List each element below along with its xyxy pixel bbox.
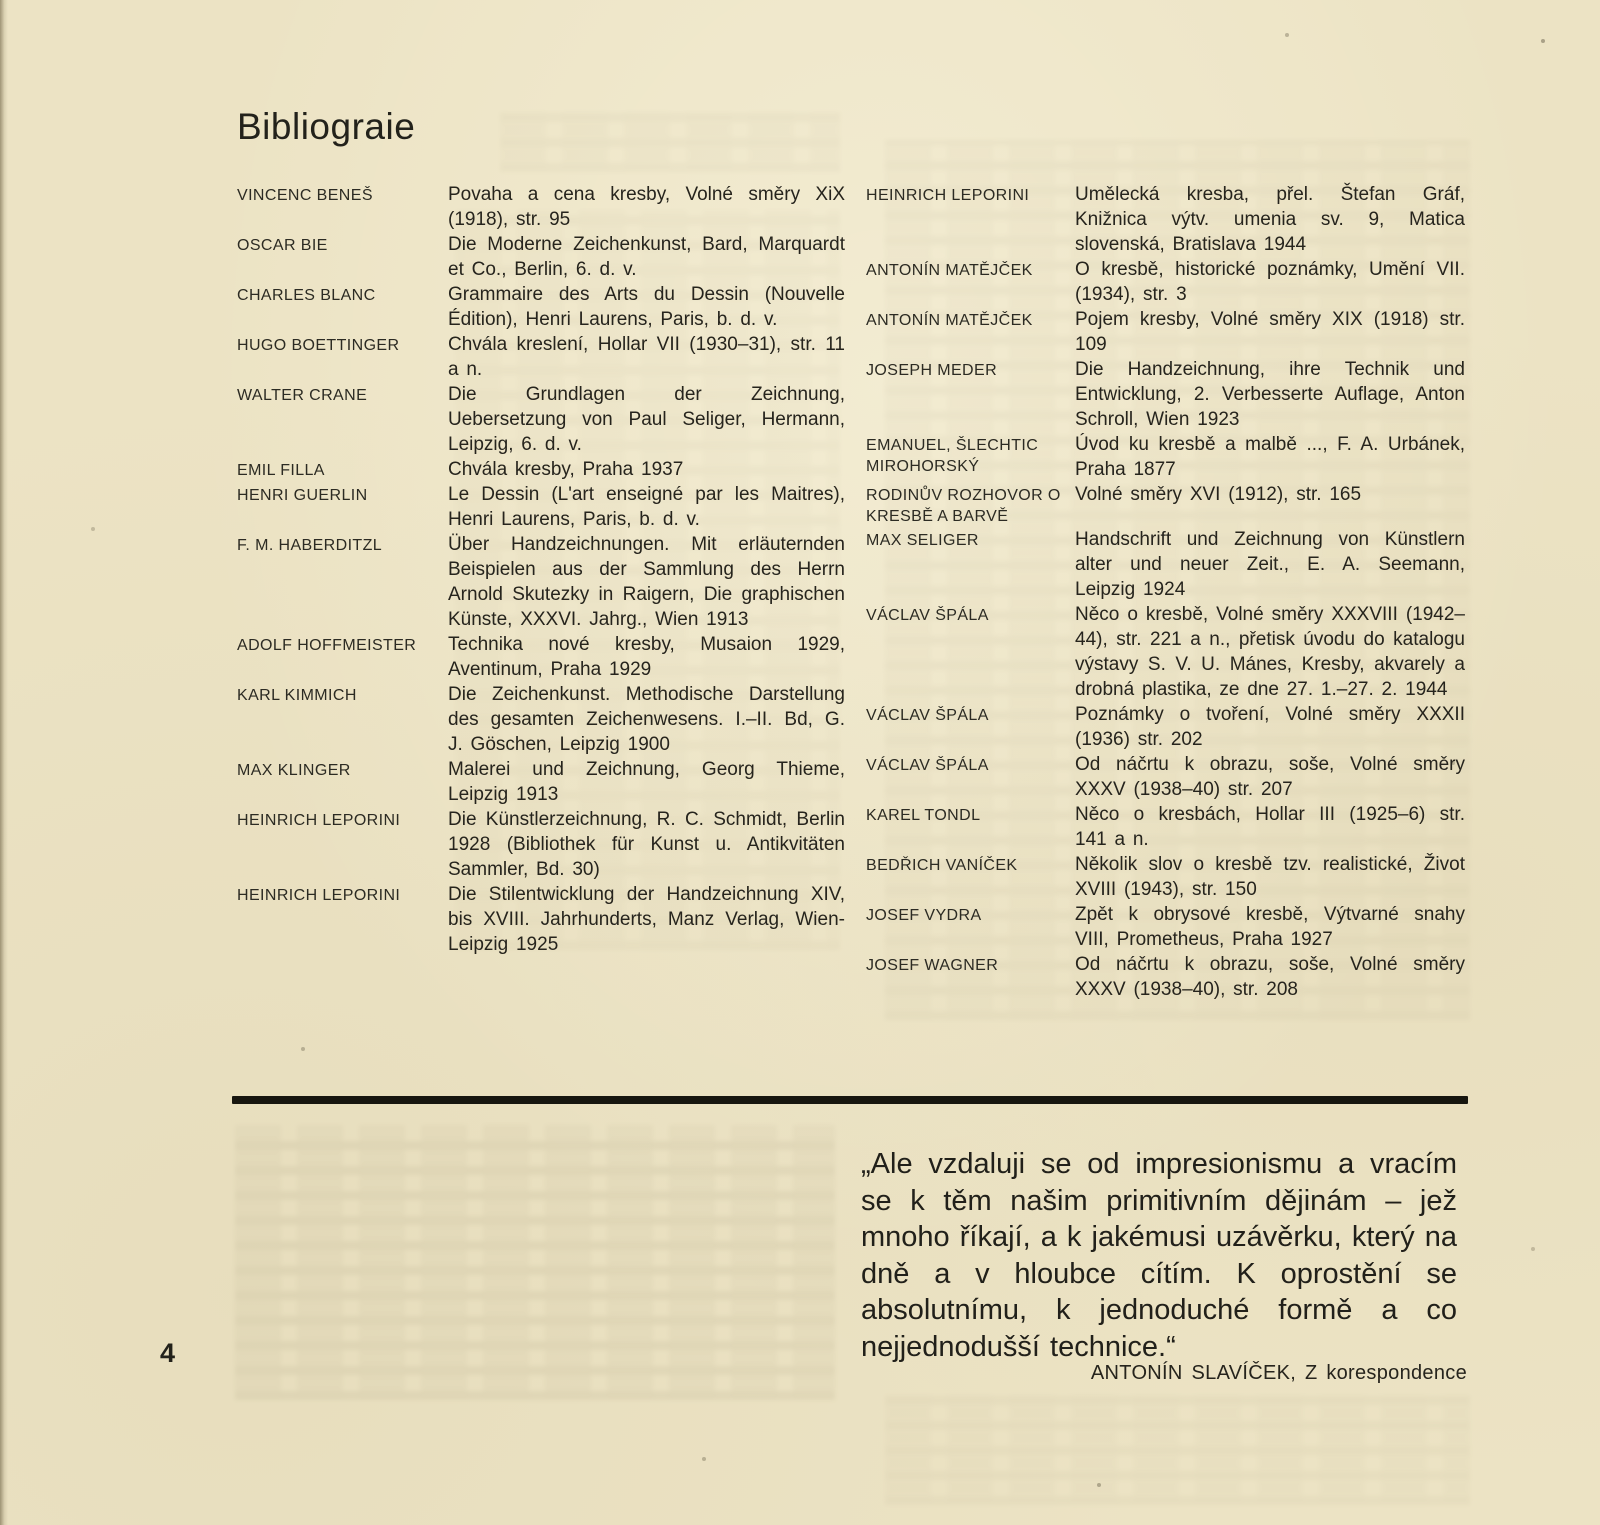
bibliography-author: HEINRICH LEPORINI bbox=[237, 887, 401, 904]
bibliography-author: ANTONÍN MATĚJČEK bbox=[866, 262, 1033, 279]
bibliography-reference: Die Moderne Zeichenkunst, Bard, Marquardt et Co., Berlin, 6. d. v. bbox=[448, 234, 845, 280]
print-bleedthrough-texture bbox=[235, 1125, 835, 1400]
bibliography-entry bbox=[237, 482, 845, 532]
bibliography-author: ADOLF HOFFMEISTER bbox=[237, 637, 417, 654]
bibliography-author: HUGO BOETTINGER bbox=[237, 337, 400, 354]
bibliography-author: HEINRICH LEPORINI bbox=[866, 187, 1030, 204]
bibliography-entry bbox=[237, 807, 845, 882]
bibliography-reference: Die Zeichenkunst. Methodische Darstellung des gesamten Zeichenwesens. I.–II. Bd, G. J. Göschen, Leipzig 1900 bbox=[448, 684, 845, 755]
bibliography-author: KAREL TONDL bbox=[866, 807, 981, 824]
bibliography-entry bbox=[866, 307, 1465, 357]
bibliography-reference: Handschrift und Zeichnung von Künstlern alter und neuer Zeit., E. A. Seemann, Leipzig 1924 bbox=[1075, 529, 1465, 600]
bibliography-reference: Povaha a cena kresby, Volné směry XiX (1918), str. 95 bbox=[448, 184, 845, 230]
bibliography-reference: Od náčrtu k obrazu, soše, Volné směry XXXV (1938–40), str. 208 bbox=[1075, 954, 1465, 1000]
horizontal-rule bbox=[232, 1096, 1468, 1104]
bibliography-entry bbox=[866, 527, 1465, 602]
bibliography-reference: Die Künstlerzeichnung, R. C. Schmidt, Berlin 1928 (Bibliothek für Kunst u. Antikvitäten Sammler, Bd. 30) bbox=[448, 809, 845, 880]
bibliography-reference: Die Handzeichnung, ihre Technik und Entwicklung, 2. Verbesserte Auflage, Anton Schroll, Wien 1923 bbox=[1075, 359, 1465, 430]
bibliography-reference: Technika nové kresby, Musaion 1929, Aventinum, Praha 1929 bbox=[448, 634, 845, 680]
bibliography-author: VINCENC BENEŠ bbox=[237, 187, 373, 204]
bibliography-right-column bbox=[866, 182, 1465, 1002]
quote-attribution: ANTONÍN SLAVÍČEK, Z korespondence bbox=[1090, 1362, 1467, 1384]
bibliography-entry bbox=[237, 382, 845, 457]
bibliography-author: JOSEF WAGNER bbox=[866, 957, 999, 974]
bibliography-entry bbox=[866, 802, 1465, 852]
bibliography-author: OSCAR BIE bbox=[237, 237, 328, 254]
bibliography-entry bbox=[866, 852, 1465, 902]
bibliography-entry bbox=[237, 632, 845, 682]
bibliography-reference: Volné směry XVI (1912), str. 165 bbox=[1075, 484, 1362, 505]
bibliography-entry bbox=[866, 257, 1465, 307]
bibliography-entry bbox=[866, 602, 1465, 702]
bibliography-author: BEDŘICH VANÍČEK bbox=[866, 857, 1018, 874]
bibliography-reference: Pojem kresby, Volné směry XIX (1918) str. 109 bbox=[1075, 309, 1465, 355]
bibliography-author: WALTER CRANE bbox=[237, 387, 368, 404]
bibliography-reference: Poznámky o tvoření, Volné směry XXXII (1936) str. 202 bbox=[1075, 704, 1465, 750]
bibliography-entry bbox=[237, 457, 845, 482]
bibliography-author: ANTONÍN MATĚJČEK bbox=[866, 312, 1033, 329]
bibliography-entry bbox=[237, 332, 845, 382]
bibliography-entry bbox=[866, 182, 1465, 257]
bibliography-author: HEINRICH LEPORINI bbox=[237, 812, 401, 829]
bibliography-entry bbox=[237, 682, 845, 757]
scan-edge-shadow bbox=[0, 0, 8, 1525]
bibliography-reference: O kresbě, historické poznámky, Umění VII. (1934), str. 3 bbox=[1075, 259, 1465, 305]
bibliography-reference: Úvod ku kresbě a malbě ..., F. A. Urbánek, Praha 1877 bbox=[1075, 434, 1465, 480]
bibliography-reference: Chvála kreslení, Hollar VII (1930–31), str. 11 a n. bbox=[448, 334, 845, 380]
bibliography-entry bbox=[237, 282, 845, 332]
bibliography-author: CHARLES BLANC bbox=[237, 287, 376, 304]
bibliography-entry bbox=[237, 232, 845, 282]
bibliography-author: EMIL FILLA bbox=[237, 462, 325, 479]
bibliography-reference: Několik slov o kresbě tzv. realistické, Život XVIII (1943), str. 150 bbox=[1075, 854, 1465, 900]
bibliography-entry bbox=[237, 532, 845, 632]
bibliography-author: KARL KIMMICH bbox=[237, 687, 357, 704]
bibliography-left-column bbox=[237, 182, 845, 957]
bibliography-entry bbox=[237, 882, 845, 957]
bibliography-entry bbox=[866, 432, 1465, 482]
bibliography-author: HENRI GUERLIN bbox=[237, 487, 368, 504]
bibliography-reference: Od náčrtu k obrazu, soše, Volné směry XXXV (1938–40) str. 207 bbox=[1075, 754, 1465, 800]
quote-text: „Ale vzdaluji se od impresionismu a vracím se k těm našim primitivním dějinám – jež mnoho říkají, a k jakémusi uzávěrku, který na dně a v hloubce cítím. K oprostění se absolutnímu, k jednoduché formě a co nejjednodušší technice.“ bbox=[861, 1148, 1457, 1363]
print-bleedthrough-texture bbox=[885, 1395, 1470, 1505]
bibliography-author: VÁCLAV ŠPÁLA bbox=[866, 607, 989, 624]
bibliography-author: MAX SELIGER bbox=[866, 532, 979, 549]
bibliography-reference: Grammaire des Arts du Dessin (Nouvelle Édition), Henri Laurens, Paris, b. d. v. bbox=[448, 284, 845, 330]
bibliography-reference: Něco o kresbě, Volné směry XXXVIII (1942–44), str. 221 a n., přetisk úvodu do katalogu výstavy S. V. U. Mánes, Kresby, akvarely a drobná plastika, ze dne 27. 1.–27. 2. 1944 bbox=[1075, 604, 1465, 700]
bibliography-reference: Zpět k obrysové kresbě, Výtvarné snahy VIII, Prometheus, Praha 1927 bbox=[1075, 904, 1465, 950]
page-title: Bibliograie bbox=[237, 106, 416, 147]
bibliography-reference: Umělecká kresba, přel. Štefan Gráf, Knižnica výtv. umenia sv. 9, Matica slovenská, Bratislava 1944 bbox=[1075, 184, 1465, 255]
bibliography-entry bbox=[237, 757, 845, 807]
bibliography-author: JOSEF VYDRA bbox=[866, 907, 982, 924]
print-bleedthrough-texture bbox=[500, 112, 840, 172]
bibliography-entry bbox=[866, 482, 1465, 527]
bibliography-reference: Malerei und Zeichnung, Georg Thieme, Leipzig 1913 bbox=[448, 759, 845, 805]
bibliography-reference: Něco o kresbách, Hollar III (1925–6) str. 141 a n. bbox=[1075, 804, 1465, 850]
bibliography-entry bbox=[866, 952, 1465, 1002]
page-number: 4 bbox=[160, 1338, 176, 1368]
bibliography-reference: Die Grundlagen der Zeichnung, Uebersetzung von Paul Seliger, Hermann, Leipzig, 6. d. v. bbox=[448, 384, 845, 455]
bibliography-author: VÁCLAV ŠPÁLA bbox=[866, 707, 989, 724]
bibliography-entry bbox=[866, 702, 1465, 752]
bibliography-author: F. M. HABERDITZL bbox=[237, 537, 383, 554]
bibliography-author: JOSEPH MEDER bbox=[866, 362, 998, 379]
bibliography-author: RODINŮV ROZHOVOR O KRESBĚ A BARVĚ bbox=[866, 487, 1061, 525]
bibliography-reference: Über Handzeichnungen. Mit erläuternden Beispielen aus der Sammlung des Herrn Arnold Skutezky in Raigern, Die graphischen Künste, XXXVI. Jahrg., Wien 1913 bbox=[448, 534, 845, 630]
bibliography-author: VÁCLAV ŠPÁLA bbox=[866, 757, 989, 774]
bibliography-entry bbox=[866, 902, 1465, 952]
bibliography-entry bbox=[866, 357, 1465, 432]
bibliography-reference: Chvála kresby, Praha 1937 bbox=[448, 459, 684, 480]
bibliography-reference: Die Stilentwicklung der Handzeichnung XIV, bis XVIII. Jahrhunderts, Manz Verlag, Wien-Leipzig 1925 bbox=[448, 884, 845, 955]
bibliography-entry bbox=[866, 752, 1465, 802]
bibliography-entry bbox=[237, 182, 845, 232]
bibliography-reference: Le Dessin (L'art enseigné par les Maitres), Henri Laurens, Paris, b. d. v. bbox=[448, 484, 845, 530]
scan-noise-specks bbox=[0, 0, 2, 2]
bibliography-author: MAX KLINGER bbox=[237, 762, 351, 779]
bibliography-author: EMANUEL, ŠLECHTIC MIROHORSKÝ bbox=[866, 437, 1039, 475]
